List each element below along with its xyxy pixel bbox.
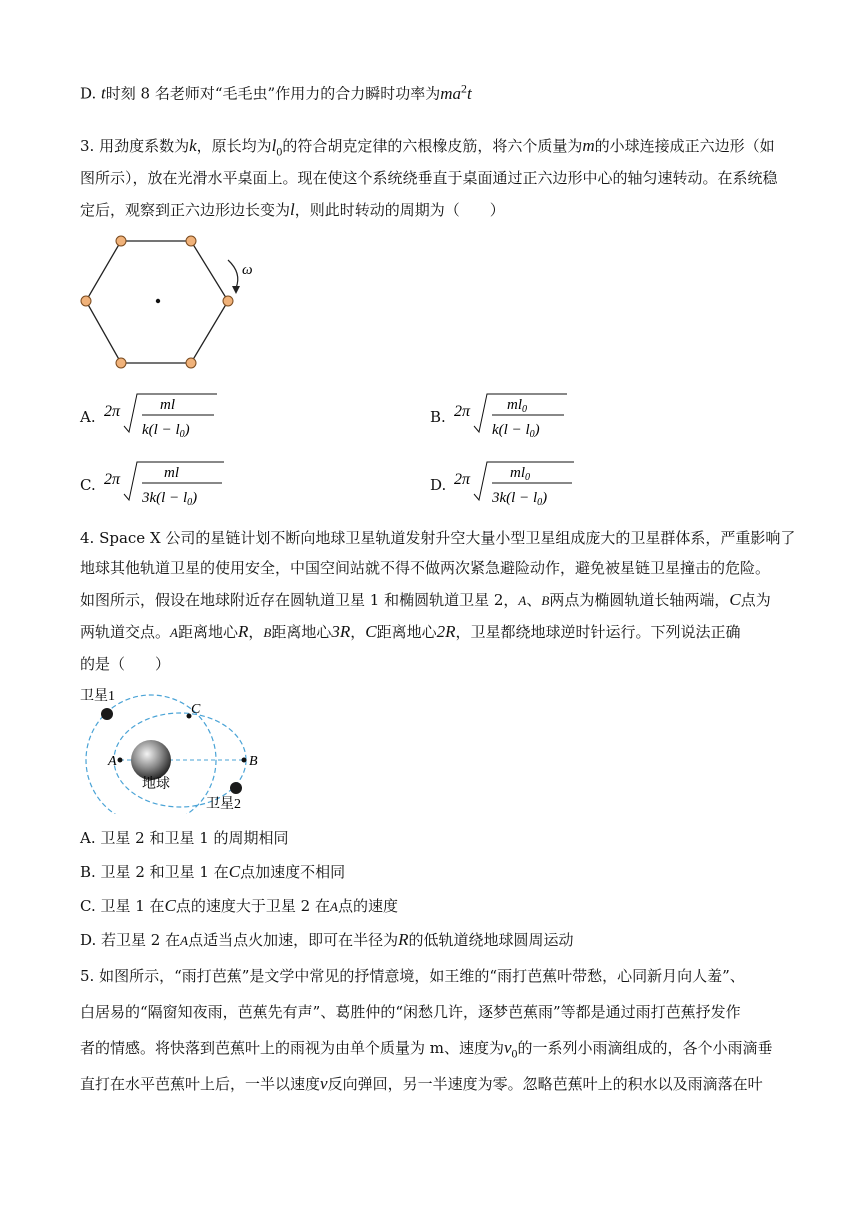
q3-line-1: 3. 用劲度系数为k，原长均为$l_0$的符合胡克定律的六根橡皮筋，将六个质量为m的小球连接成正六边形（如: [80, 136, 775, 159]
var-t: t: [101, 83, 106, 103]
svg-text:3k(l − l0): $3k(l - l_0)$: [492, 490, 548, 508]
q4-option-b: B. 卫星 2 和卫星 1 在C点加速度不相同: [80, 862, 346, 881]
option-text: 时刻 8 名老师对“毛毛虫”作用力的合力瞬时功率为: [105, 84, 441, 103]
q3-line-2: 图所示），放在光滑水平桌面上。现在使这个系统绕垂直于桌面通过正六边形中心的轴匀速转动。在系统稳: [80, 169, 778, 187]
q5-line-1: 5. 如图所示，“雨打芭蕉”是文学中常见的抒情意境，如王维的“雨打芭蕉叶带愁，心同新月向人羞”、: [80, 967, 745, 985]
satellite-2: [230, 782, 242, 794]
q4-option-d: D. 若卫星 2 在A点适当点火加速，即可在半径为R的低轨道绕地球圆周运动: [80, 930, 574, 949]
svg-text:3k(l − l0): $3k(l - l_0)$: [142, 490, 198, 508]
center-dot: [156, 299, 160, 303]
orbit-figure: [76, 682, 276, 814]
omega-label: ω: [242, 262, 253, 278]
svg-text:2π: 2π: [454, 403, 471, 420]
q4-option-a: A. 卫星 2 和卫星 1 的周期相同: [80, 829, 289, 847]
svg-text:ml0: $ml_0$: [507, 397, 527, 415]
svg-text:ml: ml: [160, 397, 175, 413]
sat2-label: 卫星2: [206, 797, 241, 812]
hexagon-figure: [70, 228, 270, 378]
label-b: B: [249, 754, 258, 769]
q4-line-4: 两轨道交点。A距离地心R，B距离地心3R，C距离地心2R，卫星都绕地球逆时针运行。下列说法正确: [80, 622, 741, 641]
q4-line-2: 地球其他轨道卫星的使用安全，中国空间站就不得不做两次紧急避险动作，避免被星链卫星撞击的危险。: [80, 559, 771, 577]
q4-line-3: 如图所示，假设在地球附近存在圆轨道卫星 1 和椭圆轨道卫星 2，A、B两点为椭圆轨道长轴两端，C点为: [80, 590, 771, 609]
point-a: [118, 758, 123, 763]
ball: [223, 296, 233, 306]
q5-line-4: 直打在水平芭蕉叶上后，一半以速度v反向弹回，另一半速度为零。忽略芭蕉叶上的积水以及雨滴落在叶: [80, 1074, 763, 1093]
svg-text:2π: 2π: [104, 403, 121, 420]
ball: [186, 236, 196, 246]
ball: [116, 236, 126, 246]
point-b: [242, 758, 247, 763]
svg-text:ml0: $ml_0$: [510, 465, 530, 483]
svg-text:2π: 2π: [454, 471, 471, 488]
ball: [116, 358, 126, 368]
power-expr: $ma^2t$: [440, 81, 472, 103]
svg-text:k(l − l0): $k(l - l_0)$: [142, 422, 190, 440]
svg-text:2π: 2π: [104, 471, 121, 488]
earth-globe: [131, 740, 171, 780]
q5-line-2: 白居易的“隔窗知夜雨，芭蕉先有声”、葛胜仲的“闲愁几许，逐梦芭蕉雨”等都是通过雨打芭蕉抒发作: [80, 1003, 741, 1021]
q4-option-c: C. 卫星 1 在C点的速度大于卫星 2 在A点的速度: [80, 896, 398, 915]
ball: [81, 296, 91, 306]
sat1-label: 卫星1: [80, 689, 115, 704]
label-a: A: [108, 754, 117, 769]
satellite-1: [101, 708, 113, 720]
svg-text:k(l − l0): $k(l - l_0)$: [492, 422, 540, 440]
svg-text:ml: ml: [164, 465, 179, 481]
earth-label: 地球: [142, 777, 170, 792]
q5-line-3: 者的情感。将快落到芭蕉叶上的雨视为由单个质量为 m、速度为$v_0$的一系列小雨滴组成的，各个小雨滴垂: [80, 1038, 773, 1061]
q2-option-d: [80, 78, 472, 104]
option-label: D.: [80, 84, 97, 103]
ball: [186, 358, 196, 368]
label-c: C: [191, 702, 201, 717]
q4-line-5: 的是（ ）: [80, 655, 171, 673]
rotation-arrow-icon: [228, 260, 238, 288]
q4-line-1: 4. Space X 公司的星链计划不断向地球卫星轨道发射升空大量小型卫星组成庞大的卫星群体系，严重影响了: [80, 529, 796, 547]
q3-line-3: 定后，观察到正六边形边长变为l，则此时转动的周期为（ ）: [80, 200, 505, 219]
